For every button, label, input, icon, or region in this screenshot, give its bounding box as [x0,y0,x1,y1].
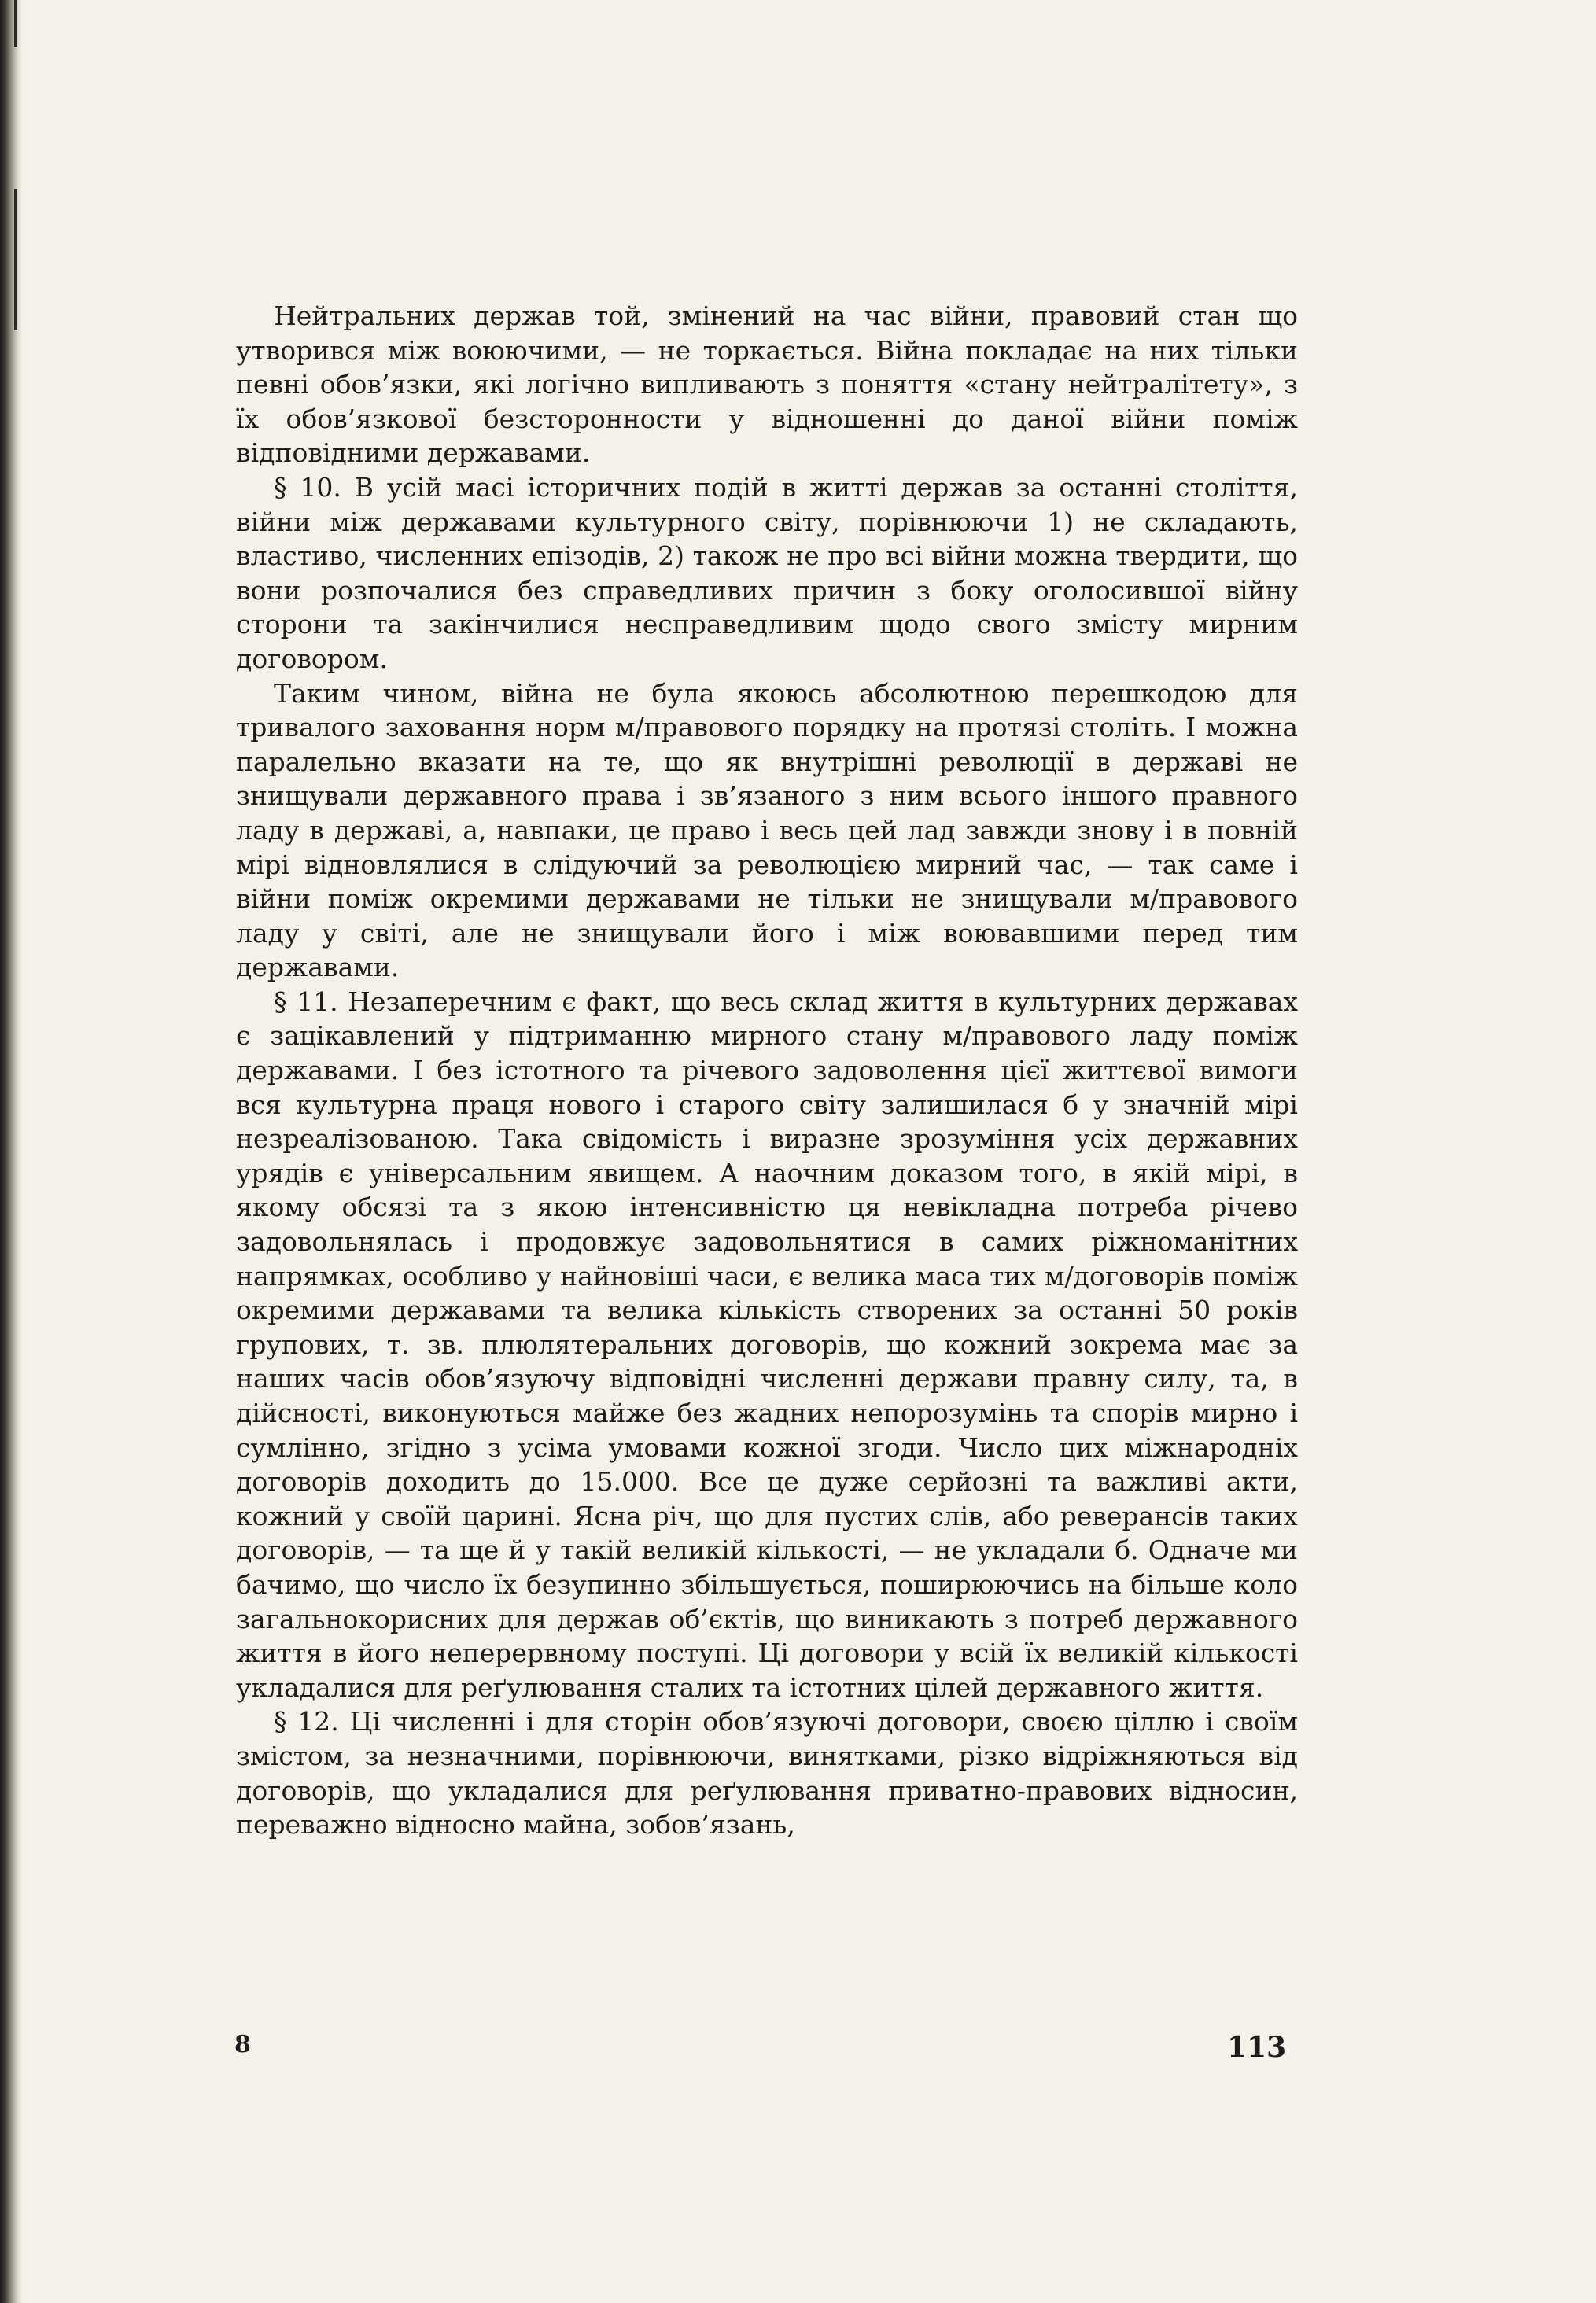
paragraph: § 12. Ці численні і для сторін обов’язуючі договори, своєю ціллю і своїм змістом, за незначними, порівнюючи, винятками, різко відріжняються від договорів, що укладалися для реґулювання приватно-правових відносин, переважно відносно майна, зобов’язань, [236,1706,1298,1841]
paragraph: Нейтральних держав той, змінений на час війни, правовий стан що утворився між воюючими, — не торкається. Війна покладає на них тільки певні обов’язки, які логічно випливають з поняття «стану нейтралітету», з їх обов’язкової безсторонности у відношенні до даної війни поміж відповідними державами. [236,300,1298,469]
paragraph: Таким чином, війна не була якоюсь абсолютною перешкодою для тривалого заховання норм м/правового порядку на протязі століть. І можна паралельно вказати на те, що як внутрішні революції в державі не знищували державного права і зв’язаного з ним всього іншого правного ладу в державі, а, навпаки, це право і весь цей лад завжди знову і в повній мірі відновлялися в слідуючий за революцією мирний час, — так саме і війни поміж окремими державами не тільки не знищували м/правового ладу у світі, але не знищували його і між воювавшими перед тим державами. [236,677,1298,983]
binding-mark [14,189,17,330]
page-text [236,299,1298,1842]
binding-mark [14,0,17,47]
binding-edge [0,0,22,2303]
page-number: 113 [1227,2031,1287,2064]
paragraph: § 11. Незаперечним є факт, що весь склад життя в культурних державах є зацікавлений у підтриманню мирного стану м/правового ладу поміж державами. І без істотного та річевого задоволення цієї життєвої вимоги вся культурна праця нового і старого світу залишилася б у значній мірі незреалізованою. Така свідомість і виразне зрозуміння усіх державних урядів є універсальним явищем. А наочним доказом того, в якій мірі, в якому обсязі та з якою інтенсивністю ця невікладна потреба річево задовольнялась і продовжує задовольнятися в самих ріжноманітних напрямках, особливо у найновіші часи, є велика маса тих м/договорів поміж окремими державами та велика кількість створених за останні 50 років групових, т. зв. плюлятеральних договорів, що кожний зокрема має за наших часів обов’язуючу відповідні численні держави правну силу, та, в дійсності, виконуються майже без жадних непорозумінь та спорів мирно і сумлінно, згідно з усіма умовами кожної згоди. Число цих міжнародніх договорів доходить до 15.000. Все це дуже серйозні та важливі акти, кожний у своїй царині. Ясна річ, що для пустих слів, або реверансів таких договорів, — та ще й у такій великій кількості, — не укладали б. Одначе ми бачимо, що число їх безупинно збільшується, поширюючись на більше коло загальнокорисних для держав об’єктів, що виникають з потреб державного життя в його неперервному поступі. Ці договори у всій їх великій кількості укладалися для реґулювання сталих та істотних цілей державного життя. [236,986,1298,1703]
paragraph: § 10. В усій масі історичних подій в житті держав за останні століття, війни між державами культурного світу, порівнюючи 1) не складають, властиво, численних епізодів, 2) також не про всі війни можна твердити, що вони розпочалися без справедливих причин з боку оголосившої війну сторони та закінчилися несправедливим щодо свого змісту мирним договором. [236,471,1298,674]
signature-mark: 8 [234,2031,251,2058]
